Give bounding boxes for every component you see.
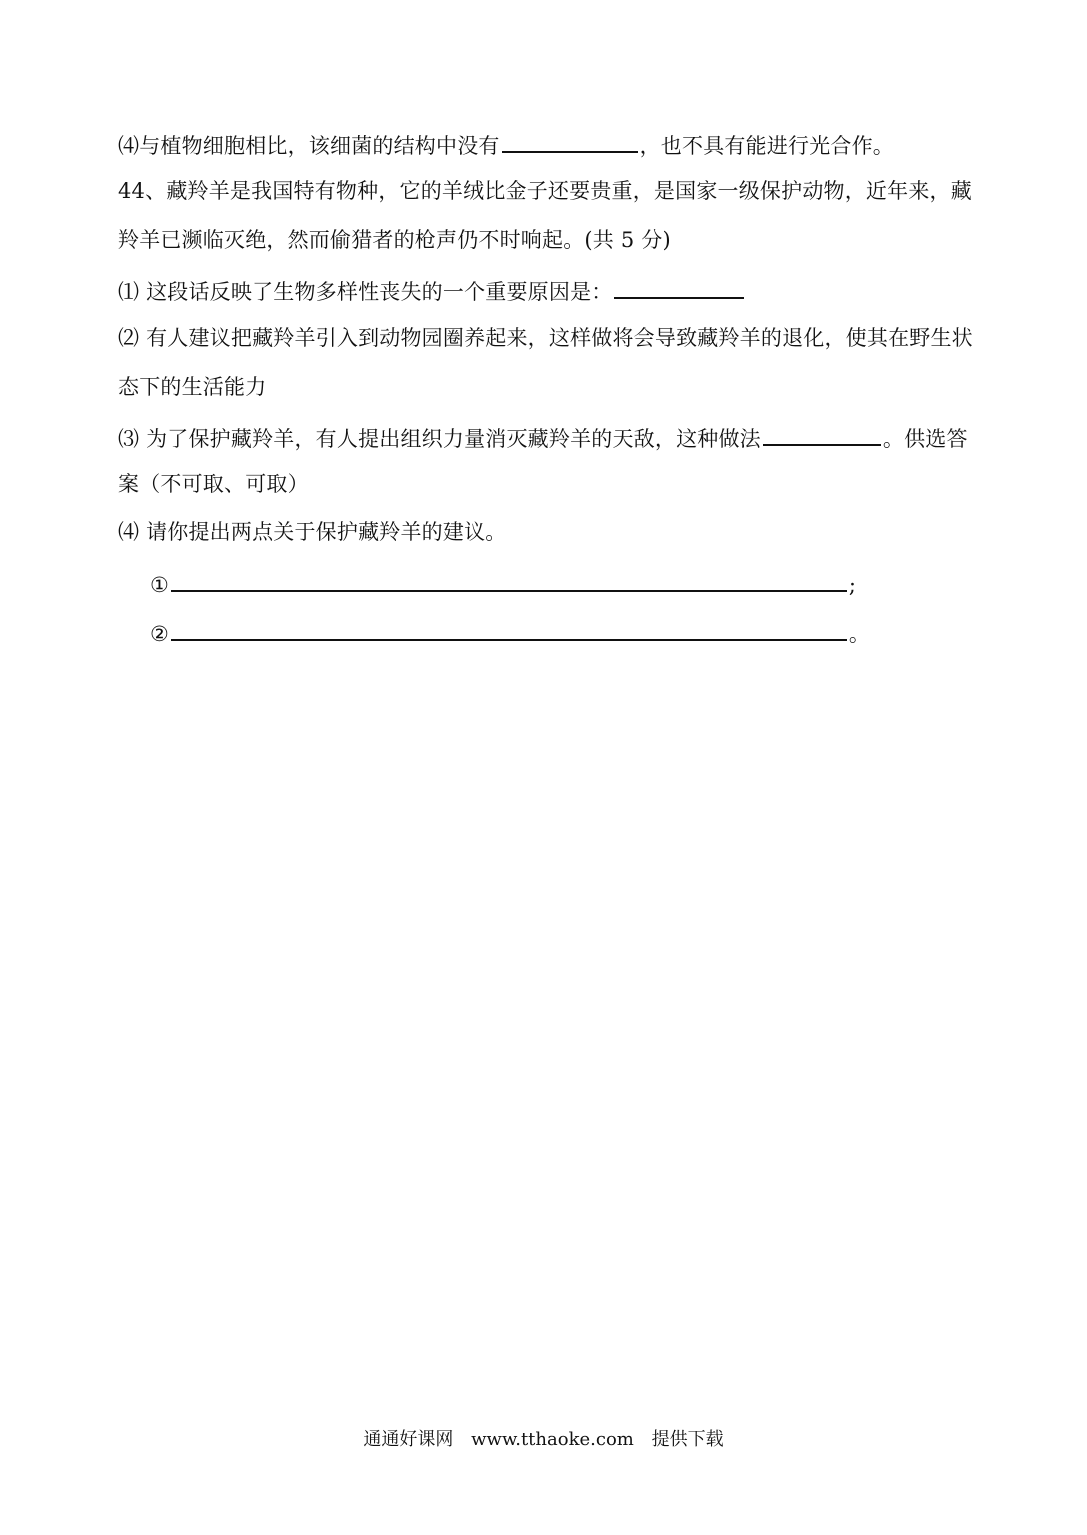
question-44-sub4: ⑷ 请你提出两点关于保护藏羚羊的建议。 (118, 520, 507, 544)
question-44-intro-line1: 44、藏羚羊是我国特有物种，它的羊绒比金子还要贵重，是国家一级保护动物，近年来，藏 (118, 179, 972, 203)
footer-note: 提供下载 (651, 1429, 724, 1450)
question-text: ⑶ 为了保护藏羚羊，有人提出组织力量消灭藏羚羊的天敌，这种做法 (118, 427, 761, 451)
answer-blank[interactable] (171, 617, 847, 641)
answer-blank[interactable] (614, 275, 744, 299)
answer-line-2 (150, 617, 870, 648)
question-44-sub3-line2: 案（不可取、可取） (118, 472, 309, 496)
answer-blank[interactable] (502, 129, 638, 153)
answer-marker: ② (150, 622, 169, 646)
question-44-sub2-line1: ⑵ 有人建议把藏羚羊引入到动物园圈养起来，这样做将会导致藏羚羊的退化，使其在野生状 (118, 326, 973, 350)
page-footer (0, 1428, 1087, 1452)
answer-line-1 (150, 568, 856, 599)
footer-site-name: 通通好课网 (363, 1429, 454, 1450)
question-44-sub3 (118, 422, 998, 453)
question-43-4 (118, 129, 998, 160)
question-text: ，也不具有能进行光合作。 (639, 134, 895, 158)
question-44-intro-line2: 羚羊已濒临灭绝，然而偷猎者的枪声仍不时响起。(共 5 分) (118, 228, 671, 252)
footer-url[interactable]: www.tthaoke.com (471, 1429, 634, 1450)
answer-blank[interactable] (763, 422, 881, 446)
question-44-sub1 (118, 275, 998, 306)
question-text: ⑴ 这段话反映了生物多样性丧失的一个重要原因是： (118, 280, 613, 304)
question-text: ⑷与植物细胞相比，该细菌的结构中没有 (118, 134, 500, 158)
answer-blank[interactable] (171, 568, 847, 592)
answer-end-punct: ; (848, 573, 856, 597)
answer-marker: ① (150, 573, 169, 597)
question-text: 。供选答 (882, 427, 968, 451)
answer-end-punct: 。 (848, 622, 870, 646)
question-44-sub2-line2: 态下的生活能力 (118, 375, 267, 399)
